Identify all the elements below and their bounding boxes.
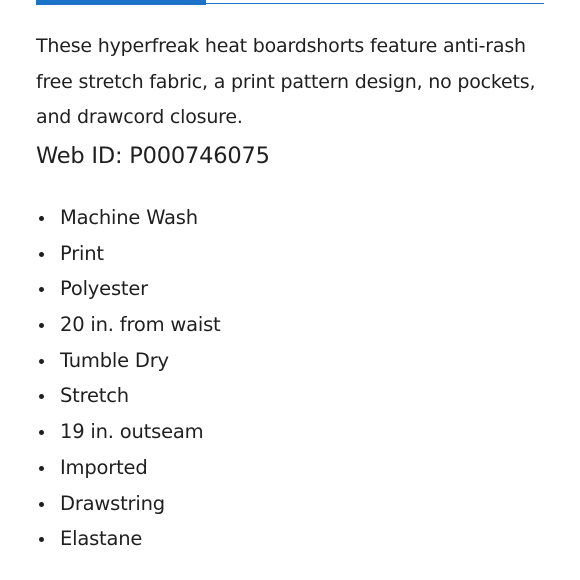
active-tab-indicator[interactable] [36, 0, 206, 5]
feature-item [36, 521, 220, 557]
bullet-icon [39, 216, 44, 221]
bullet-icon [39, 323, 44, 328]
feature-item [36, 450, 220, 486]
feature-label: Stretch [60, 384, 129, 408]
feature-label: 20 in. from waist [60, 313, 221, 337]
bullet-icon [39, 466, 44, 471]
bullet-icon [39, 287, 44, 292]
feature-item [36, 200, 220, 236]
bullet-icon [39, 359, 44, 364]
bullet-icon [39, 430, 44, 435]
details-tab-bar [36, 0, 544, 6]
feature-item [36, 414, 220, 450]
feature-item [36, 307, 220, 343]
feature-label: Imported [60, 455, 148, 479]
feature-label: Machine Wash [60, 206, 198, 229]
product-web-id: Web ID: P000746075 [36, 143, 270, 169]
feature-list [36, 200, 220, 557]
feature-label: Drawstring [60, 491, 165, 515]
feature-item [36, 271, 220, 307]
bullet-icon [39, 394, 44, 399]
bullet-icon [39, 252, 44, 257]
feature-item [36, 343, 220, 379]
feature-label: 19 in. outseam [60, 420, 204, 444]
feature-item [36, 378, 220, 414]
feature-label: Polyester [60, 277, 148, 301]
feature-label: Elastane [60, 527, 143, 551]
bullet-icon [39, 502, 44, 507]
feature-item [36, 236, 220, 272]
feature-label: Print [60, 241, 104, 265]
product-description: These hyperfreak heat boardshorts feature anti-rash free stretch fabric, a print pattern design, no pockets, and drawcord closure. [36, 35, 536, 128]
feature-label: Tumble Dry [60, 348, 169, 372]
bullet-icon [39, 537, 44, 542]
feature-item [36, 486, 220, 522]
